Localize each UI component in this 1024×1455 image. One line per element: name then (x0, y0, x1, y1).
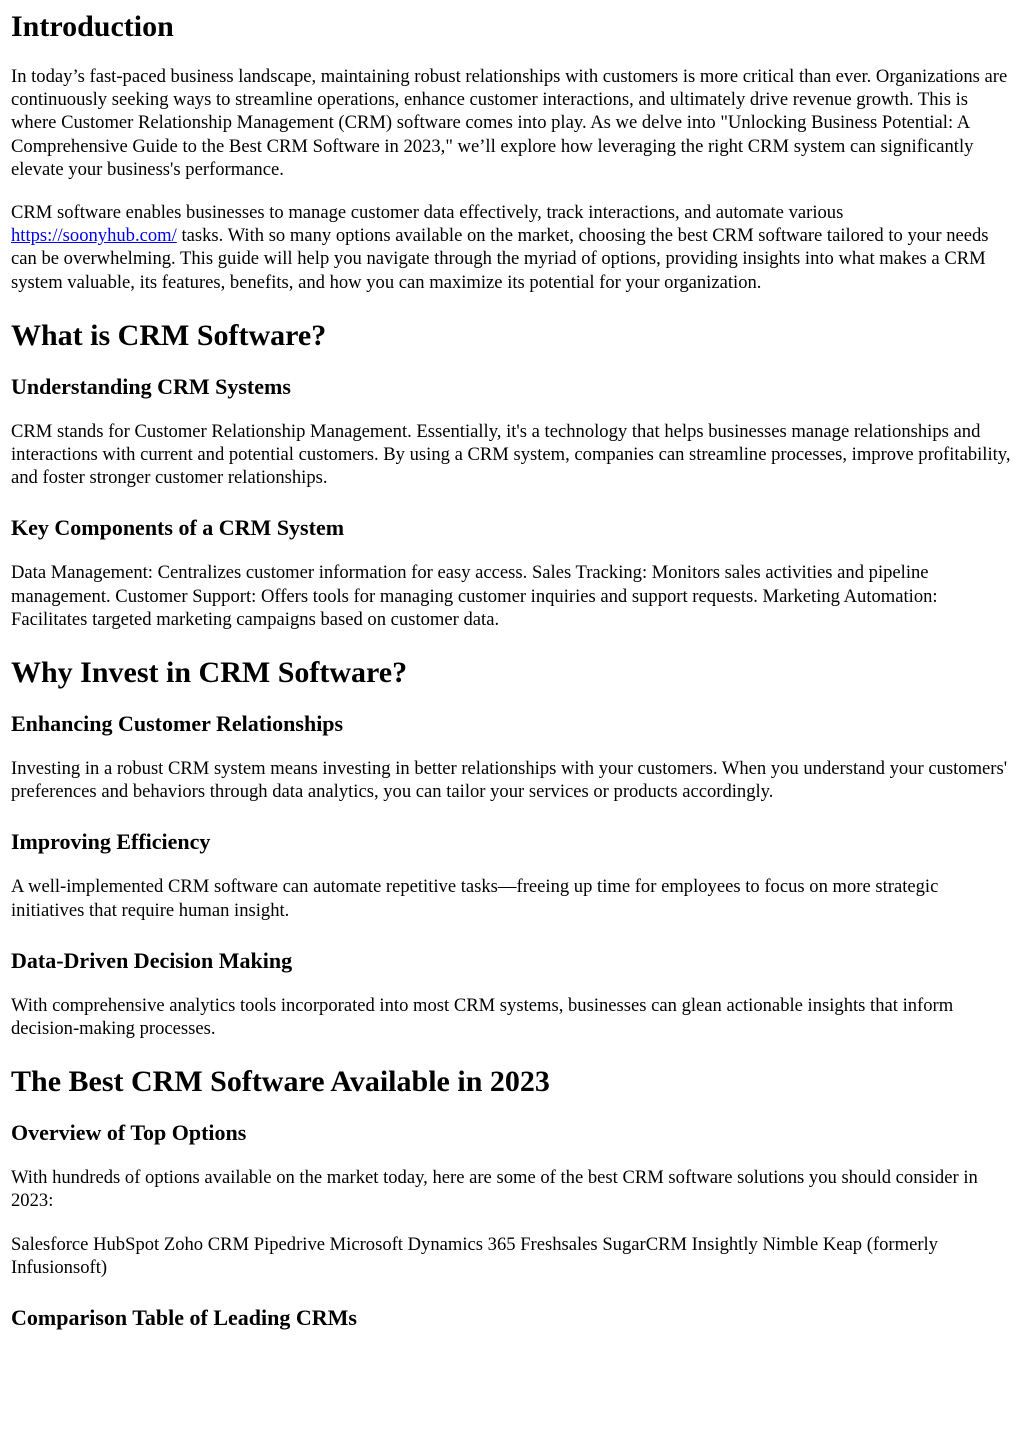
understanding-crm-heading: Understanding CRM Systems (11, 373, 291, 399)
overview-text: With hundreds of options available on the market today, here are some of the best CRM software solutions you should consider in 2023: (11, 1167, 978, 1212)
intro-heading: Introduction (11, 10, 174, 43)
intro-paragraph-1: In today’s fast-paced business landscape, maintaining robust relationships with customers is more critical than ever. Organizations are continuously seeking ways to streamline operations, enhance customer interactions, and ultimately drive revenue growth. This is where Customer Relationship Management (CRM) software comes into play. As we delve into "Unlocking Business Potential: A Comprehensive Guide to the Best CRM Software in 2023," we’ll explore how leveraging the right CRM system can significantly elevate your business's performance. (11, 66, 1008, 180)
key-components-heading: Key Components of a CRM System (11, 515, 345, 541)
intro-paragraph-2-end: tasks. With so many options available on the market, choosing the best CRM software tailored to your needs can be overwhelming. This guide will help you navigate through the myriad of options, providing insights into what makes a CRM system valuable, its features, benefits, and how you can maximize its potential for your organization. (11, 225, 989, 293)
key-components-text: Data Management: Centralizes customer information for easy access. Sales Tracking: Monitors sales activities and pipeline management. Customer Support: Offers tools for managing customer inquiries and support requests. Marketing Automation: Facilitates targeted marketing campaigns based on customer data. (11, 562, 938, 630)
enhancing-relationships-heading: Enhancing Customer Relationships (11, 711, 344, 737)
data-driven-heading: Data-Driven Decision Making (11, 947, 293, 973)
why-invest-heading: Why Invest in CRM Software? (11, 656, 408, 690)
comparison-table-heading: Comparison Table of Leading CRMs (11, 1305, 357, 1331)
what-is-crm-heading: What is CRM Software? (11, 318, 327, 352)
improving-efficiency-heading: Improving Efficiency (11, 829, 211, 855)
improving-efficiency-text: A well-implemented CRM software can automate repetitive tasks—freeing up time for employees to focus on more strategic initiatives that require human insight. (11, 876, 939, 921)
crm-options-list: Salesforce HubSpot Zoho CRM Pipedrive Microsoft Dynamics 365 Freshsales SugarCRM Insightly Nimble Keap (formerly Infusionsoft) (11, 1233, 938, 1278)
enhancing-relationships-text: Investing in a robust CRM system means investing in better relationships with your customers. When you understand your customers' preferences and behaviors through data analytics, you can tailor your services or products accordingly. (11, 758, 1008, 803)
article (0, 9, 1024, 1331)
soonyhub-link[interactable]: https://soonyhub.com/ (11, 225, 177, 247)
understanding-crm-text: CRM stands for Customer Relationship Management. Essentially, it's a technology that helps businesses manage relationships and interactions with current and potential customers. By using a CRM system, companies can streamline processes, improve profitability, and foster stronger customer relationships. (11, 420, 1011, 489)
best-crm-heading: The Best CRM Software Available in 2023 (11, 1065, 550, 1099)
data-driven-text: With comprehensive analytics tools incorporated into most CRM systems, businesses can glean actionable insights that inform decision-making processes. (11, 994, 954, 1040)
overview-heading: Overview of Top Options (11, 1120, 247, 1146)
intro-paragraph-2 (11, 201, 1013, 294)
intro-paragraph-2-start: CRM software enables businesses to manage customer data effectively, track interactions, and automate various (11, 202, 844, 224)
